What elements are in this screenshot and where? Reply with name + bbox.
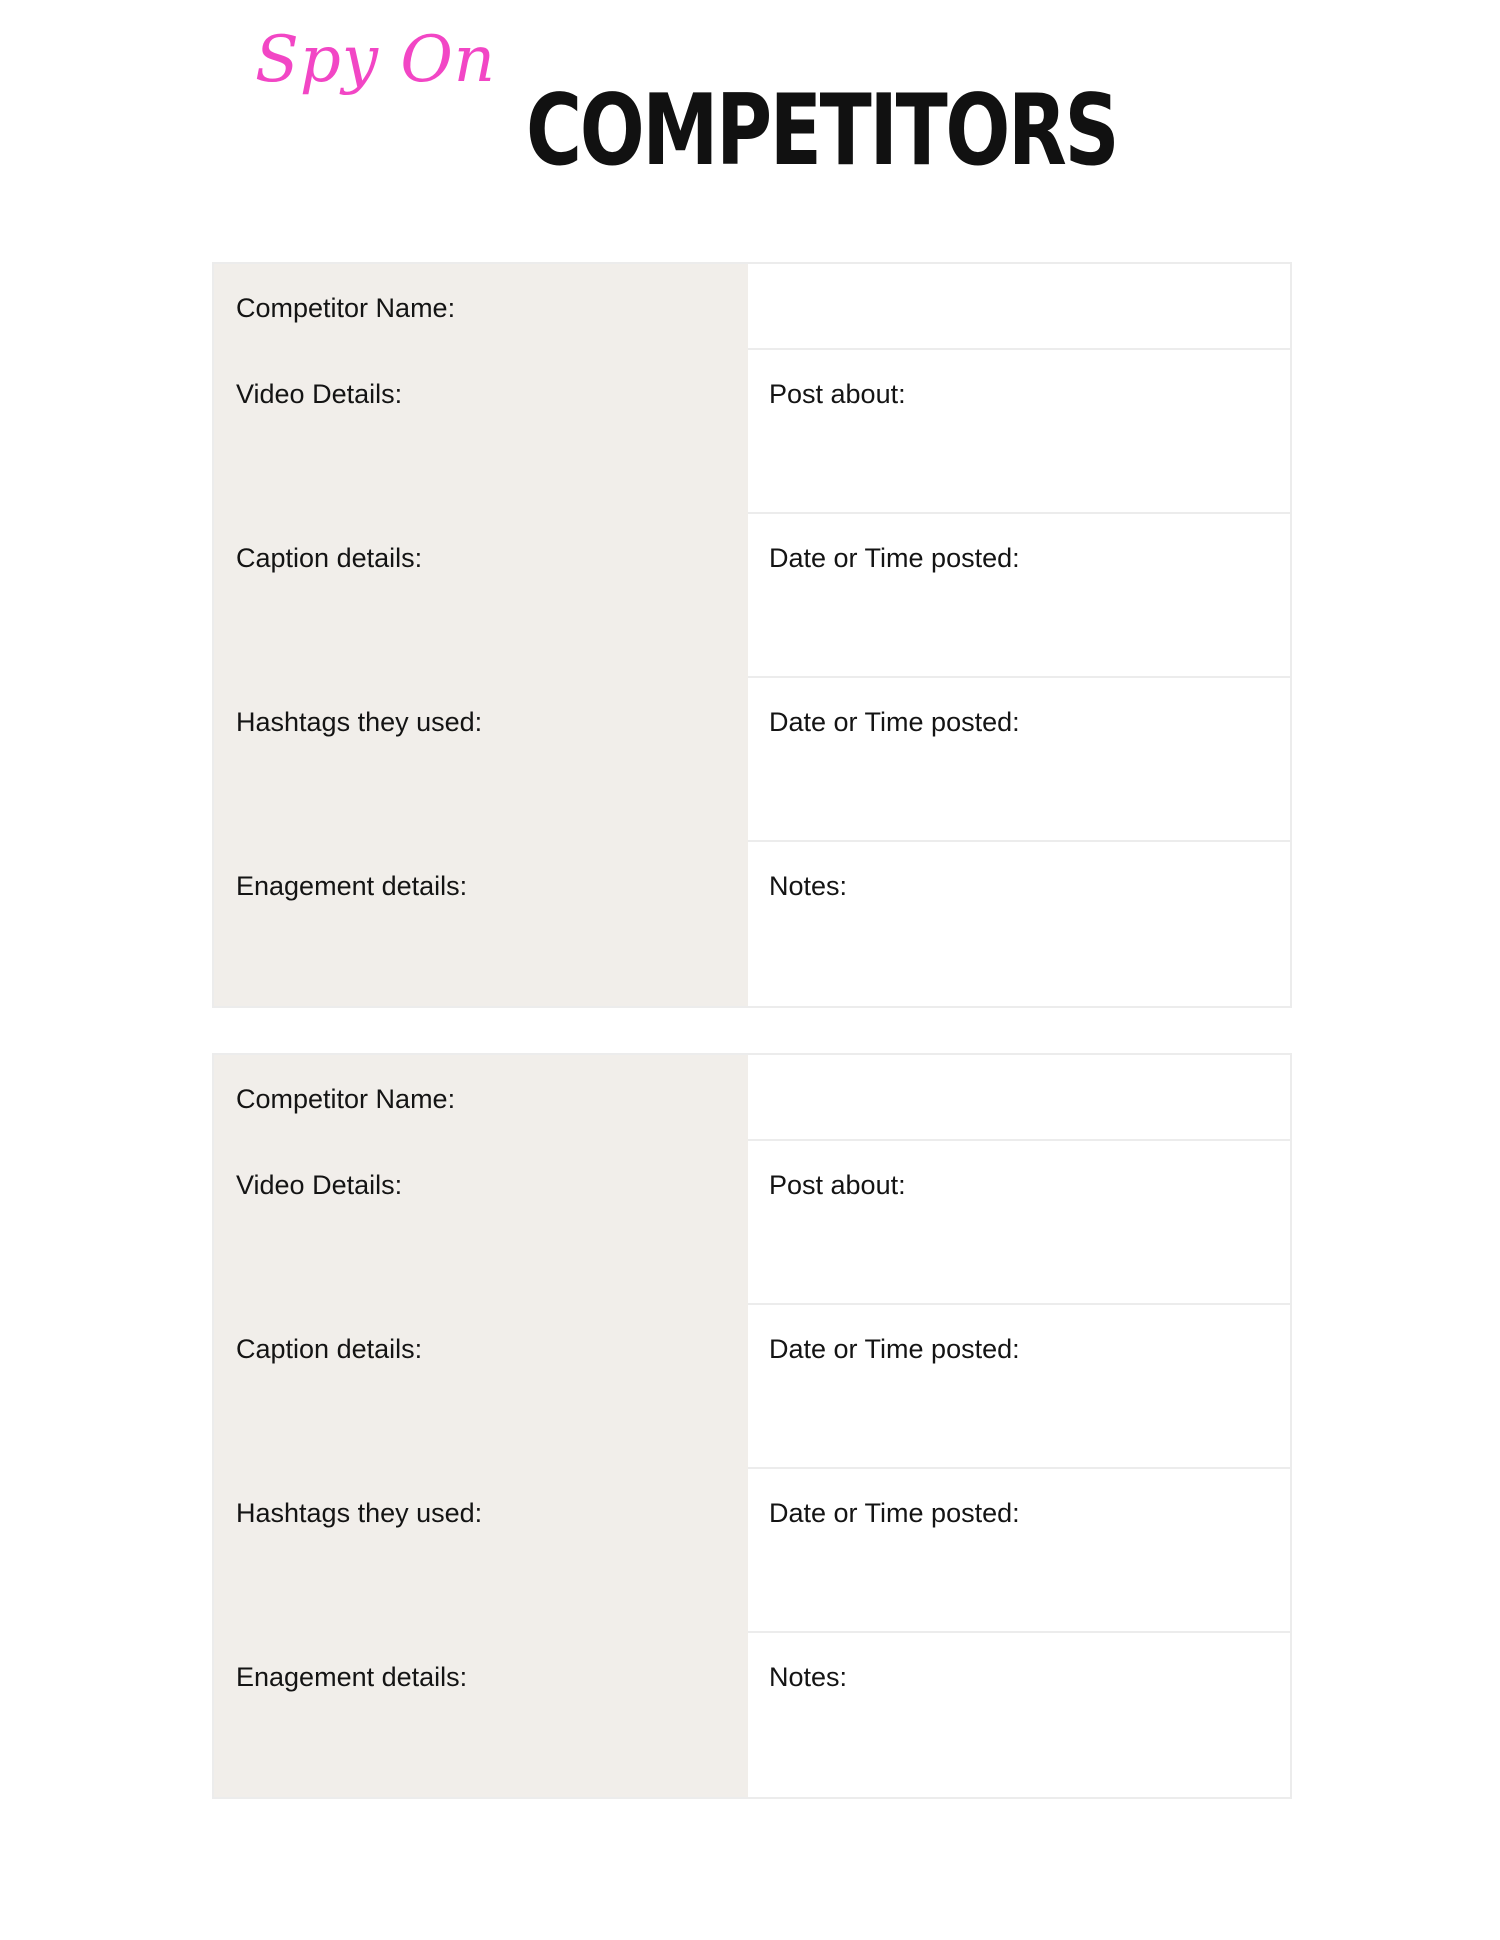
date-time-posted-field[interactable]: Date or Time posted: — [748, 1305, 1290, 1469]
competitor-name-field[interactable] — [748, 264, 1290, 350]
hashtags-label: Hashtags they used: — [236, 1498, 483, 1528]
competitor-name-field[interactable] — [748, 1055, 1290, 1141]
engagement-details-label: Enagement details: — [236, 1662, 468, 1692]
date-time-posted-field[interactable]: Date or Time posted: — [748, 1469, 1290, 1633]
competitor-name-label: Competitor Name: — [236, 293, 456, 323]
date-time-posted-field[interactable]: Date or Time posted: — [748, 678, 1290, 842]
hashtags-label: Hashtags they used: — [236, 707, 483, 737]
page-title: COMPETITORS — [526, 74, 1118, 188]
video-details-label: Video Details: — [236, 1170, 403, 1200]
competitor-name-label: Competitor Name: — [236, 1084, 456, 1114]
spy-on-heading: Spy On — [255, 23, 496, 97]
date-time-posted-field[interactable]: Date or Time posted: — [748, 514, 1290, 678]
engagement-details-label: Enagement details: — [236, 871, 468, 901]
post-about-field[interactable]: Post about: — [748, 350, 1290, 514]
post-about-field[interactable]: Post about: — [748, 1141, 1290, 1305]
competitor-form-1 — [212, 262, 1292, 1008]
caption-details-label: Caption details: — [236, 1334, 423, 1364]
notes-field[interactable]: Notes: — [769, 1662, 848, 1692]
competitor-form-2 — [212, 1053, 1292, 1799]
video-details-label: Video Details: — [236, 379, 403, 409]
notes-field[interactable]: Notes: — [769, 871, 848, 901]
caption-details-label: Caption details: — [236, 543, 423, 573]
